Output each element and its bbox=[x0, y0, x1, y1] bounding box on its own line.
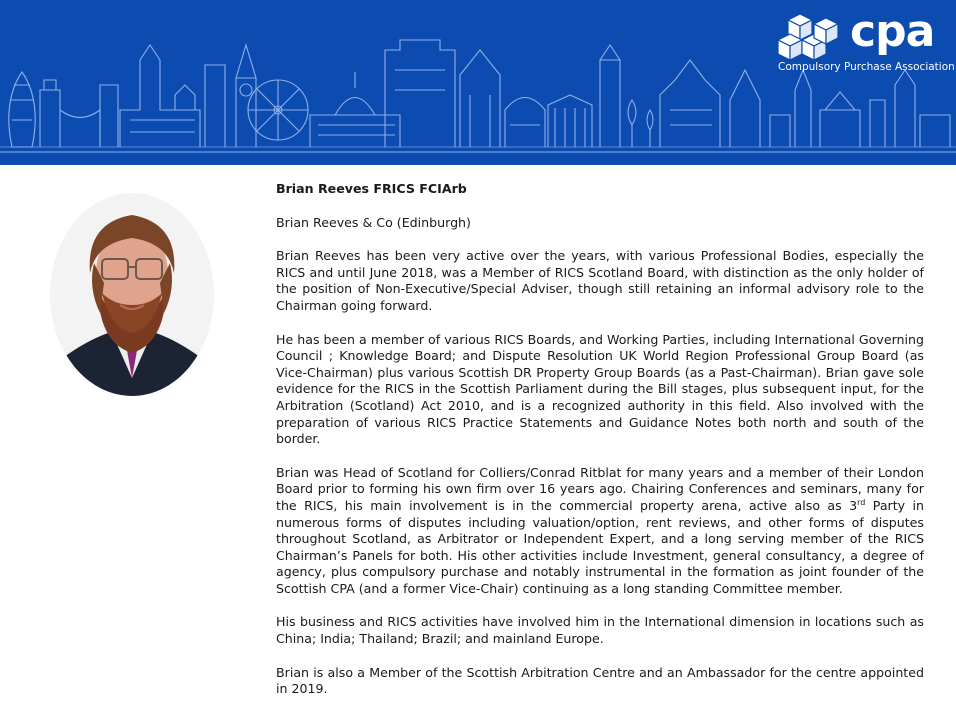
header-banner bbox=[0, 0, 956, 165]
bio-paragraph-3-part-1: Brian was Head of Scotland for Colliers/Conrad Ritblat for many years and a member of their London Board prior to forming his own firm over 16 years ago. Chairing Conferences and seminars, many for the RICS, his main involvement is in the commercial property arena, active also as 3 bbox=[276, 464, 924, 513]
cubes-logo-icon bbox=[778, 12, 844, 60]
portrait-illustration bbox=[50, 193, 214, 396]
person-name: Brian Reeves FRICS FCIArb bbox=[276, 181, 467, 196]
bio-paragraph-5: Brian is also a Member of the Scottish Arbitration Centre and an Ambassador for the centre appointed in 2019. bbox=[276, 664, 924, 697]
person-company: Brian Reeves & Co (Edinburgh) bbox=[276, 214, 471, 230]
bio-paragraph-1: Brian Reeves has been very active over the years, with various Professional Bodies, especially the RICS and until June 2018, was a Member of RICS Scotland Board, with distinction as the only holder of the position of Non-Executive/Special Adviser, though still retaining an informal advisory role to the Chairman going forward. bbox=[276, 248, 924, 313]
ordinal-suffix: rd bbox=[857, 497, 866, 507]
bio-paragraph-4: His business and RICS activities have involved him in the International dimension in locations such as China; India; Thailand; Brazil; and mainland Europe. bbox=[276, 614, 924, 647]
profile-photo bbox=[50, 193, 214, 396]
bio-paragraph-3-part-2: Party in numerous forms of disputes including valuation/option, rent reviews, and other forms of disputes throughout Scotland, as Arbitrator or Independent Expert, and a long serving member of the RICS Chairman’s Panels for both. His other activities include Investment, general consultancy, a degree of agency, plus compulsory purchase and notably instrumental in the formation as joint founder of the Scottish CPA (and a former Vice-Chair) continuing as a long standing Committee member. bbox=[276, 497, 924, 596]
bio-paragraph-3 bbox=[276, 465, 924, 598]
bio-paragraph-2: He has been a member of various RICS Boards, and Working Parties, including International Governing Council ; Knowledge Board; and Dispute Resolution UK World Region Professional Group Board (as Vice-Chairman) plus various Scottish DR Property Group Boards (as a Past-Chairman). Brian gave sole evidence for the RICS in the Scottish Parliament during the Bill stages, plus subsequent input, for the Arbitration (Scotland) Act 2010, and is a recognized authority in this field. Also involved with the preparation of various RICS Practice Statements and Guidance Notes both north and south of the border. bbox=[276, 331, 924, 447]
logo-subtitle: Compulsory Purchase Association bbox=[778, 61, 955, 73]
cpa-logo[interactable] bbox=[778, 6, 955, 78]
bio-content bbox=[276, 181, 924, 715]
logo-wordmark: cpa bbox=[850, 6, 935, 57]
